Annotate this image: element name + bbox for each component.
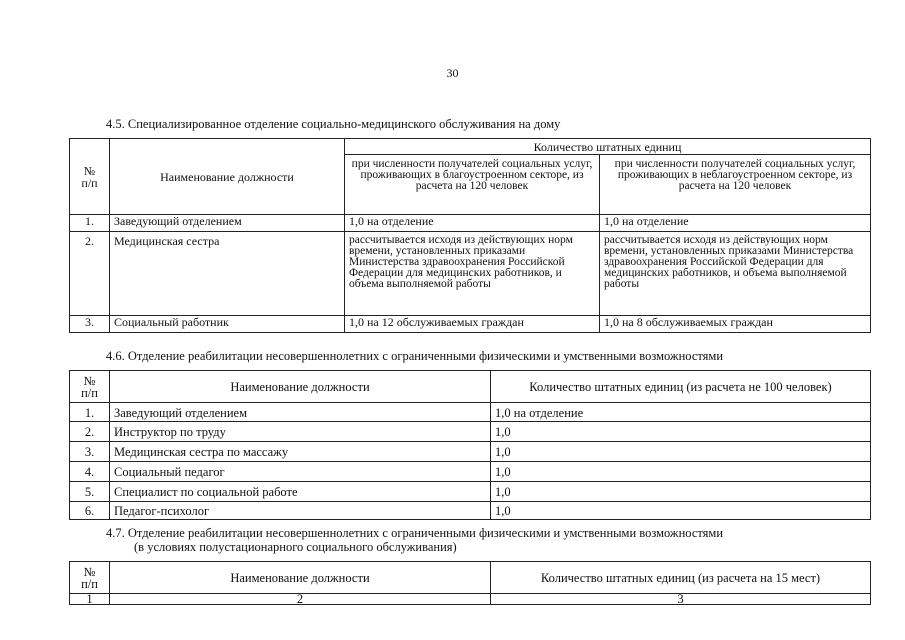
table-row [70,482,871,502]
table-row [70,403,871,422]
section-4-5-heading: 4.5. Специализированное отделение социально-медицинского обслуживания на дому [106,117,561,131]
section-4-6-heading: 4.6. Отделение реабилитации несовершеннолетних с ограниченными физическими и умственными возможностями [106,349,724,363]
col-position-header: Наименование должности [110,139,345,215]
position-name: Педагог-психолог [110,502,491,520]
col-number-header: № п/п [70,371,110,403]
position-quantity: 1,0 [491,422,871,442]
table-row [70,232,871,316]
section-4-7-heading-line1: 4.7. Отделение реабилитации несовершеннолетних с ограниченными физическими и умственными возможностями [106,526,724,540]
position-quantity: 1,0 [491,462,871,482]
row-number: 6. [70,502,110,520]
row-number: 1. [70,403,110,422]
position-name: Медицинская сестра [110,232,345,316]
section-4-7-heading-line2: (в условиях полустационарного социального обслуживания) [134,540,457,554]
column-index: 3 [491,594,871,605]
position-name: Социальный работник [110,316,345,333]
row-number: 3. [70,442,110,462]
position-name: Инструктор по труду [110,422,491,442]
column-index: 2 [110,594,491,605]
position-name: Специалист по социальной работе [110,482,491,502]
position-name: Медицинская сестра по массажу [110,442,491,462]
table-row [70,215,871,232]
position-name: Социальный педагог [110,462,491,482]
col-quantity-header: Количество штатных единиц [345,139,871,155]
table-row [70,442,871,462]
table-row [70,422,871,442]
row-number: 4. [70,462,110,482]
quantity-well-equipped: 1,0 на отделение [345,215,600,232]
row-number: 1. [70,215,110,232]
col-number-header: № п/п [70,139,110,215]
row-number: 5. [70,482,110,502]
table-4-6 [69,370,871,520]
col-quantity-header: Количество штатных единиц (из расчета на 15 мест) [491,562,871,594]
row-number: 3. [70,316,110,333]
table-row [70,502,871,520]
col-well-equipped-header: при численности получателей социальных услуг, проживающих в благоустроенном секторе, из расчета на 120 человек [345,155,600,215]
position-quantity: 1,0 на отделение [491,403,871,422]
quantity-well-equipped: 1,0 на 12 обслуживаемых граждан [345,316,600,333]
quantity-poorly-equipped: 1,0 на 8 обслуживаемых граждан [600,316,871,333]
col-position-header: Наименование должности [110,371,491,403]
table-row [70,316,871,333]
column-index-row [70,594,871,605]
row-number: 2. [70,422,110,442]
position-name: Заведующий отделением [110,215,345,232]
quantity-poorly-equipped: рассчитывается исходя из действующих норм времени, установленных приказами Министерства здравоохранения Российской Федерации для медицинских работников, и объема выполняемой работы [600,232,871,316]
position-quantity: 1,0 [491,442,871,462]
quantity-poorly-equipped: 1,0 на отделение [600,215,871,232]
position-quantity: 1,0 [491,482,871,502]
col-poorly-equipped-header: при численности получателей социальных услуг, проживающих в неблагоустроенном секторе, из расчета на 120 человек [600,155,871,215]
position-name: Заведующий отделением [110,403,491,422]
position-quantity: 1,0 [491,502,871,520]
table-4-5 [69,138,871,333]
quantity-well-equipped: рассчитывается исходя из действующих норм времени, установленных приказами Министерства здравоохранения Российской Федерации для медицинских работников, и объема выполняемой работы [345,232,600,316]
table-4-7 [69,561,871,605]
col-number-header: № п/п [70,562,110,594]
row-number: 2. [70,232,110,316]
page-number: 30 [446,66,459,80]
col-quantity-header: Количество штатных единиц (из расчета не 100 человек) [491,371,871,403]
col-position-header: Наименование должности [110,562,491,594]
table-row [70,462,871,482]
section-4-7-heading [106,526,723,554]
column-index: 1 [70,594,110,605]
